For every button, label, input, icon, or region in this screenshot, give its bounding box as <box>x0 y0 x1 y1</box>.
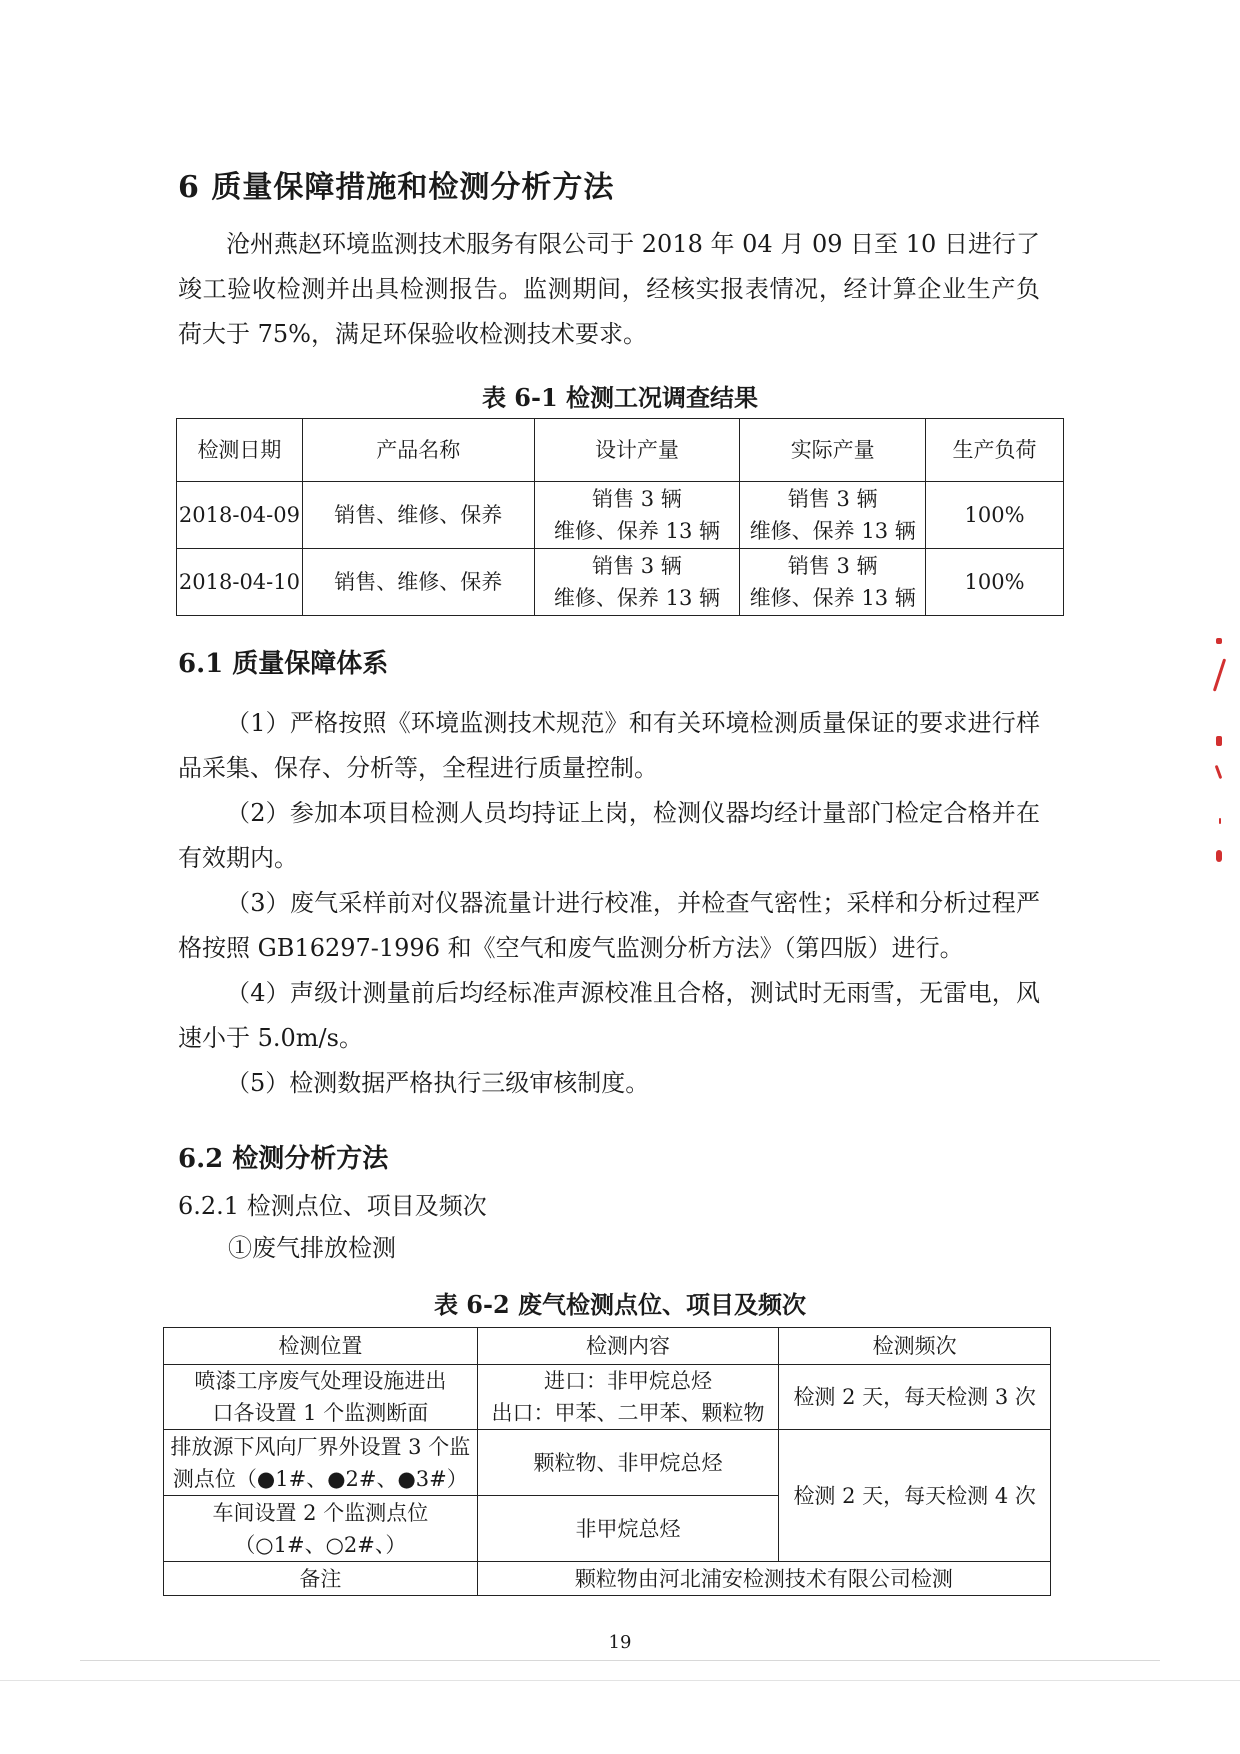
table2-monitoring-points <box>163 1327 1051 1596</box>
cell-actual <box>740 482 926 549</box>
table2-header-row <box>164 1328 1051 1365</box>
location-line: 车间设置 2 个监测点位 <box>212 1500 429 1525</box>
cell-remark-text: 颗粒物由河北浦安检测技术有限公司检测 <box>477 1562 1050 1596</box>
cell-content: 颗粒物、非甲烷总烃 <box>477 1430 779 1496</box>
design-line: 维修、保养 13 辆 <box>553 586 720 610</box>
intro-paragraph: 沧州燕赵环境监测技术服务有限公司于 2018 年 04 月 09 日至 10 日进行了竣工验收检测并出具检测报告。监测期间，经核实报表情况，经计算企业生产负荷大于 75%，满足环保验收检测技术要求。 <box>178 230 1040 348</box>
footer-rule <box>80 1660 1160 1661</box>
table1-header-design: 设计产量 <box>534 419 740 482</box>
cell-content: 非甲烷总烃 <box>477 1496 779 1562</box>
table2-header-location: 检测位置 <box>164 1328 478 1365</box>
cell-frequency: 检测 2 天，每天检测 4 次 <box>779 1430 1051 1562</box>
qa-item-2: （2）参加本项目检测人员均持证上岗，检测仪器均经计量部门检定合格并在有效期内。 <box>178 799 1040 872</box>
actual-line: 销售 3 辆 <box>787 554 878 578</box>
design-line: 销售 3 辆 <box>592 554 682 578</box>
qa-item-5: （5）检测数据严格执行三级审核制度。 <box>226 1069 650 1097</box>
table1-header-date: 检测日期 <box>177 419 303 482</box>
actual-line: 维修、保养 13 辆 <box>749 519 916 543</box>
cell-design <box>534 482 740 549</box>
section-6-2-title: 6.2 检测分析方法 <box>178 1144 389 1174</box>
table-row <box>164 1365 1051 1430</box>
qa-item-1: （1）严格按照《环境监测技术规范》和有关环境检测质量保证的要求进行样品采集、保存、分析等，全程进行质量控制。 <box>178 709 1040 782</box>
cell-frequency: 检测 2 天，每天检测 3 次 <box>779 1365 1051 1430</box>
section-6-1-title: 6.1 质量保障体系 <box>178 649 389 679</box>
design-line: 销售 3 辆 <box>592 487 682 511</box>
table2-caption: 表 6-2 废气检测点位、项目及频次 <box>433 1290 807 1319</box>
table-row <box>177 549 1064 616</box>
stamp-mark <box>1216 736 1222 746</box>
cell-location <box>164 1430 478 1496</box>
table2-header-frequency: 检测频次 <box>779 1328 1051 1365</box>
table1-header-product: 产品名称 <box>302 419 534 482</box>
exhaust-gas-subitem: ①废气排放检测 <box>228 1234 396 1262</box>
stamp-mark <box>1219 818 1221 824</box>
cell-location <box>164 1365 478 1430</box>
stamp-mark <box>1213 658 1226 691</box>
table1-header-actual: 实际产量 <box>740 419 926 482</box>
cell-product: 销售、维修、保养 <box>302 549 534 616</box>
section-6-2-1-title: 6.2.1 检测点位、项目及频次 <box>178 1192 487 1220</box>
cell-load: 100% <box>926 482 1064 549</box>
page-number: 19 <box>608 1632 632 1653</box>
table-row <box>164 1430 1051 1496</box>
cell-location <box>164 1496 478 1562</box>
cell-date: 2018-04-10 <box>177 549 303 616</box>
cell-actual <box>740 549 926 616</box>
table1-caption: 表 6-1 检测工况调查结果 <box>481 383 759 412</box>
cell-date: 2018-04-09 <box>177 482 303 549</box>
qa-item-3: （3）废气采样前对仪器流量计进行校准，并检查气密性；采样和分析过程严格按照 GB16297-1996 和《空气和废气监测分析方法》（第四版）进行。 <box>178 889 1040 962</box>
cell-content <box>477 1365 779 1430</box>
table1-header-load: 生产负荷 <box>926 419 1064 482</box>
cell-product: 销售、维修、保养 <box>302 482 534 549</box>
scan-edge-line <box>0 1680 1240 1681</box>
location-line: 口各设置 1 个监测断面 <box>212 1401 429 1425</box>
stamp-mark <box>1215 765 1223 779</box>
location-line: 测点位（●1#、●2#、●3#） <box>172 1466 468 1491</box>
table2-header-content: 检测内容 <box>477 1328 779 1365</box>
design-line: 维修、保养 13 辆 <box>553 519 720 543</box>
location-line: （○1#、○2#、） <box>234 1532 407 1557</box>
cell-design <box>534 549 740 616</box>
content-line: 出口：甲苯、二甲苯、颗粒物 <box>491 1401 765 1425</box>
cell-load: 100% <box>926 549 1064 616</box>
stamp-mark <box>1216 850 1222 862</box>
actual-line: 销售 3 辆 <box>787 487 878 511</box>
table-row <box>177 482 1064 549</box>
actual-line: 维修、保养 13 辆 <box>749 586 916 610</box>
cell-remark-label: 备注 <box>164 1562 478 1596</box>
location-line: 喷漆工序废气处理设施进出 <box>194 1369 447 1393</box>
stamp-mark <box>1216 638 1222 644</box>
table1-header-row <box>177 419 1064 482</box>
table1-production-status <box>176 418 1064 616</box>
section-title: 6 质量保障措施和检测分析方法 <box>178 170 615 205</box>
content-line: 进口：非甲烷总烃 <box>544 1369 712 1393</box>
location-line: 排放源下风向厂界外设置 3 个监 <box>170 1434 471 1459</box>
table-row-remark <box>164 1562 1051 1596</box>
qa-item-4: （4）声级计测量前后均经标准声源校准且合格，测试时无雨雪，无雷电，风速小于 5.0m/s。 <box>178 979 1040 1052</box>
